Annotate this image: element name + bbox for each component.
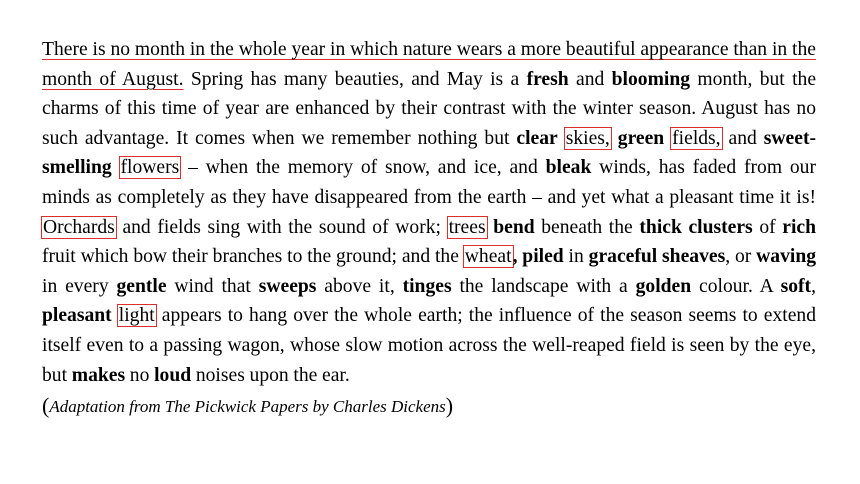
bold-word: tinges (402, 275, 452, 297)
boxed-word: trees (448, 216, 486, 238)
document-page (42, 35, 816, 421)
citation-open-paren: ( (42, 393, 50, 419)
source-citation (42, 392, 816, 421)
citation-text: Adaptation from The Pickwick Papers by Charles Dickens (49, 397, 446, 417)
bold-word: loud (154, 364, 192, 386)
passage-text: appears to hang over the whole earth; the influence of the season seems to extend itself even to a passing wagon, whose slow motion across the well-reaped field is seen by the eye, but (42, 305, 817, 386)
bold-word: sweet-smelling (42, 127, 816, 179)
underlined-opening-sentence: There is no month in the whole year in which nature wears a more beautiful appearance than in the month of August. (42, 39, 816, 90)
passage-text: and (568, 68, 612, 90)
bold-word: soft (780, 275, 812, 297)
passage-text: month, but the charms of this time of year are enhanced by their contrast with the winter season. August has no such advantage. It comes when we remember nothing but (42, 68, 817, 149)
bold-word: graceful sheaves (588, 246, 726, 268)
passage-paragraph (42, 35, 816, 390)
passage-text: noises upon the ear. (191, 364, 350, 386)
bold-word: golden (635, 275, 692, 297)
passage-text: wind that (166, 275, 259, 297)
passage-text: in every (42, 275, 117, 297)
bold-word: blooming (611, 68, 691, 90)
passage-text: beneath the (534, 216, 640, 238)
passage-text: of (752, 216, 783, 238)
bold-word: bend (493, 216, 535, 238)
bold-word: bleak (545, 157, 592, 179)
boxed-word: skies, (565, 127, 610, 149)
bold-word: waving (756, 246, 817, 268)
passage-text: and fields sing with the sound of work; (115, 216, 448, 238)
passage-text: fruit which bow their branches to the ground; and the (42, 246, 464, 268)
bold-word: clear (516, 127, 558, 149)
citation-close-paren: ) (445, 393, 454, 419)
boxed-word: fields, (672, 127, 721, 149)
passage-text: no (125, 364, 155, 386)
passage-text: and (721, 127, 764, 149)
passage-text: winds, has faded from our minds as completely as they have disappeared from the earth – and yet what a pleasant time it is! (42, 157, 817, 208)
boxed-word: flowers (120, 157, 180, 179)
passage-text: colour. A (691, 275, 781, 297)
bold-word: rich (782, 216, 817, 238)
passage-text: Spring has many beauties, and May is a (183, 68, 527, 90)
boxed-word: Orchards (43, 216, 115, 238)
bold-word: makes (71, 364, 126, 386)
boxed-word: light (118, 305, 155, 327)
passage-text: in (563, 246, 589, 268)
passage-text: , or (725, 246, 757, 268)
passage-text: – when the memory of snow, and ice, and (180, 157, 546, 179)
passage-text: , (811, 275, 816, 297)
bold-word: , piled (512, 246, 564, 268)
bold-word: green (617, 127, 665, 149)
bold-word: thick clusters (639, 216, 753, 238)
bold-word: pleasant (42, 305, 112, 327)
passage-text: above it, (316, 275, 403, 297)
passage-text: the landscape with a (451, 275, 636, 297)
boxed-word: wheat (464, 246, 512, 268)
bold-word: sweeps (258, 275, 317, 297)
bold-word: fresh (526, 68, 569, 90)
bold-word: gentle (116, 275, 167, 297)
